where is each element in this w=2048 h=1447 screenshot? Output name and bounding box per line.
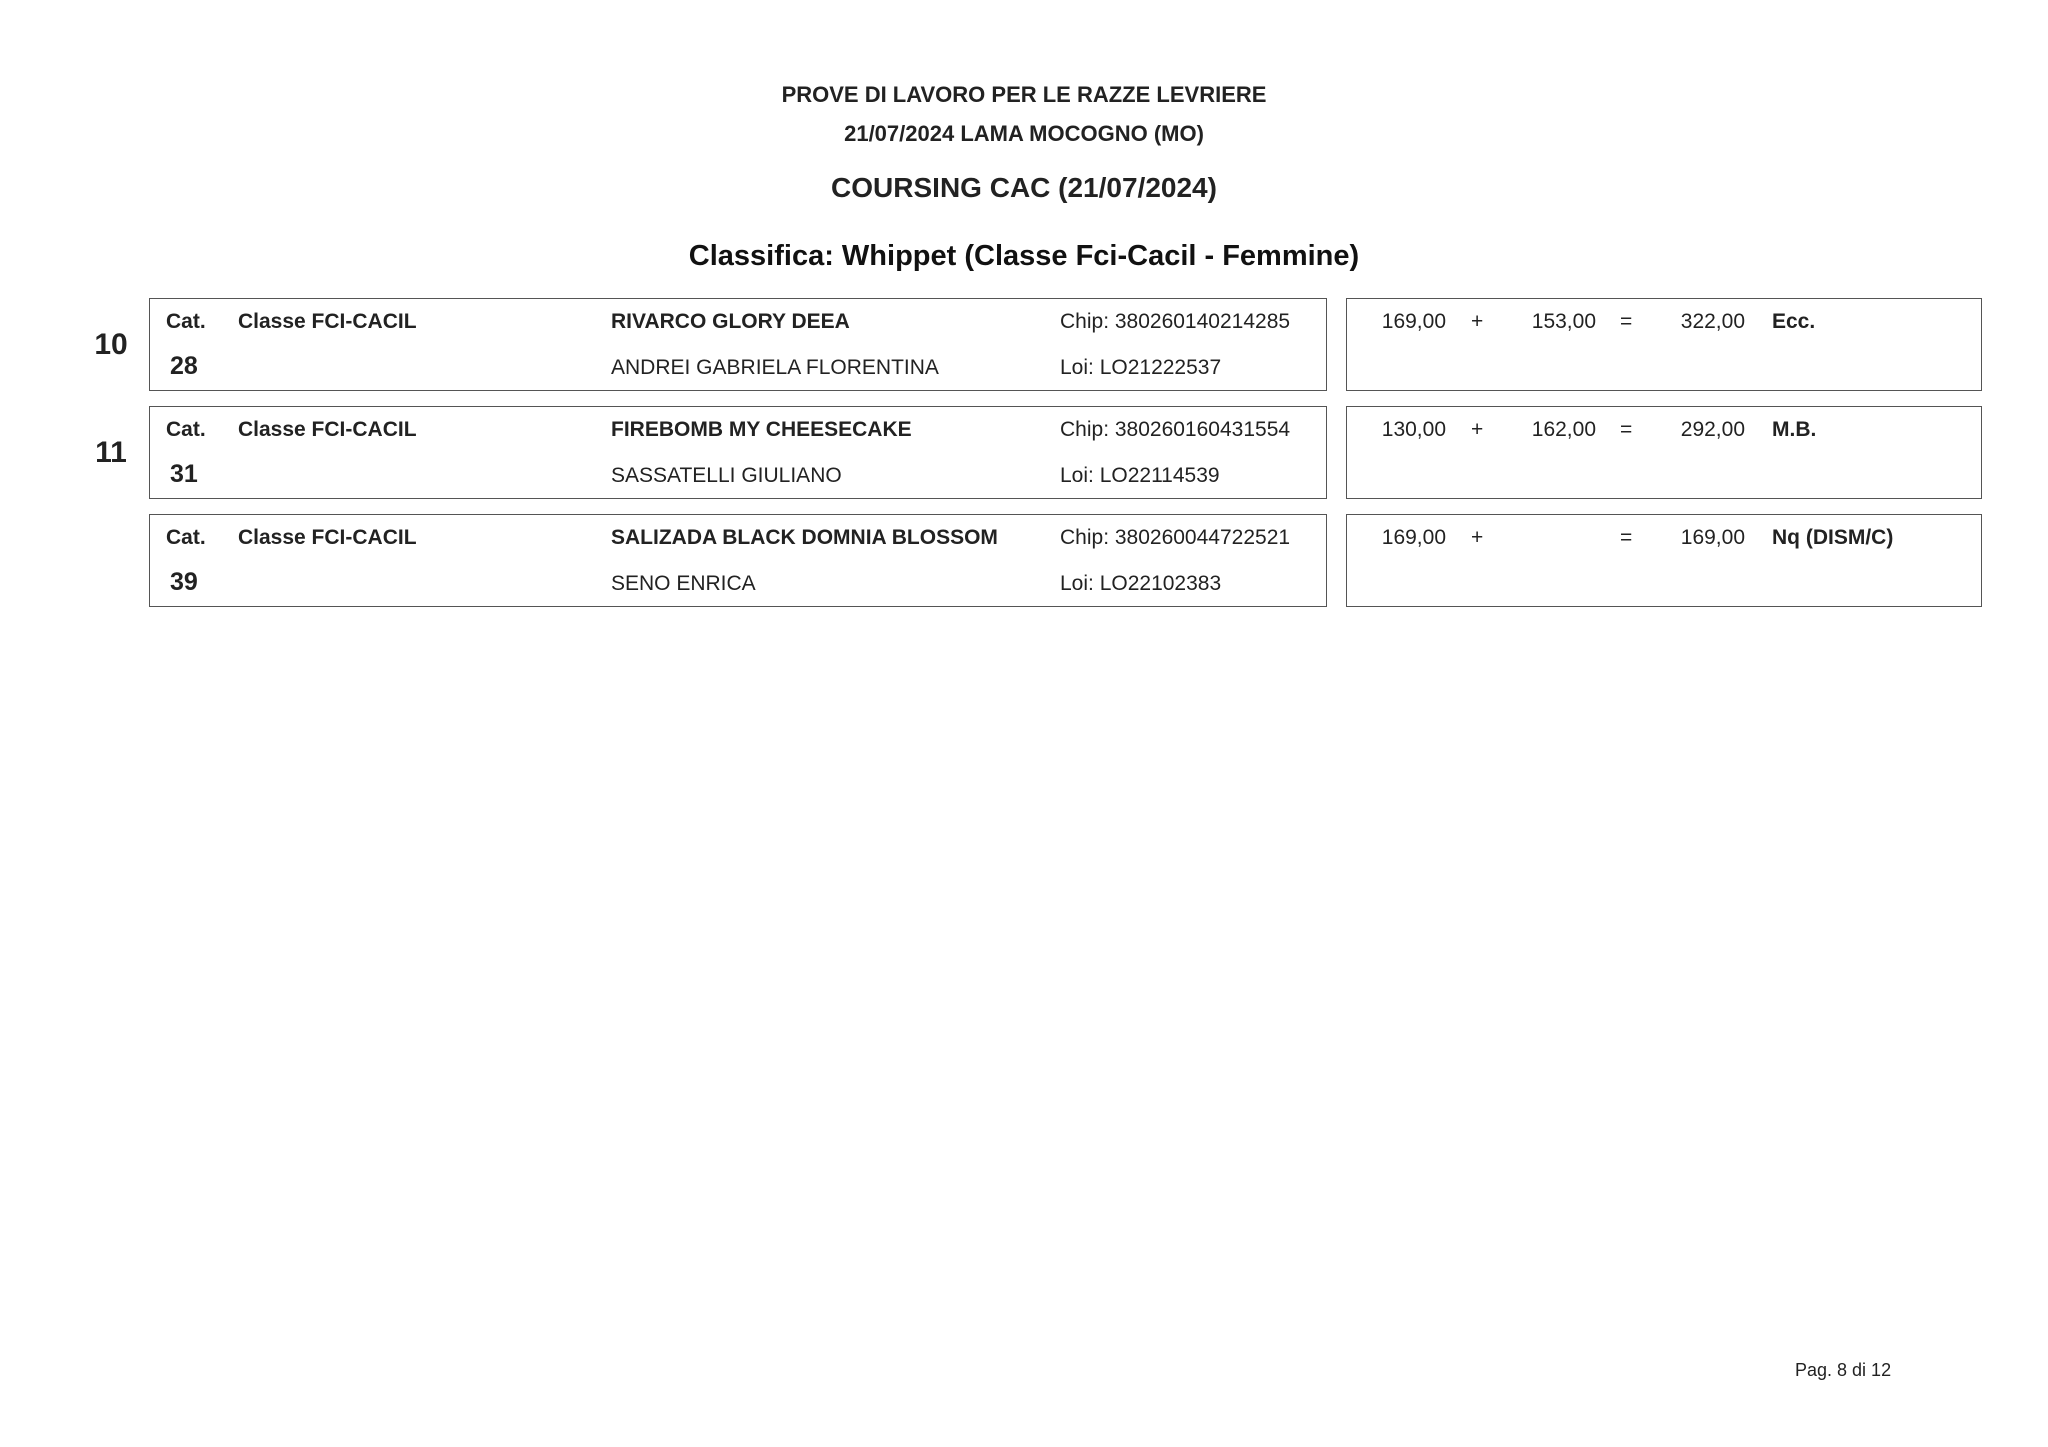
- bib-number: 31: [170, 460, 198, 488]
- owner-name: SENO ENRICA: [611, 572, 756, 595]
- equals-sign: =: [1620, 418, 1633, 441]
- score-2: 153,00: [1531, 310, 1596, 333]
- entry-details-box: [149, 514, 1327, 607]
- class-name: Classe FCI-CACIL: [238, 310, 417, 333]
- owner-name: SASSATELLI GIULIANO: [611, 464, 842, 487]
- chip-number: Chip: 380260044722521: [1060, 526, 1291, 549]
- dog-name: SALIZADA BLACK DOMNIA BLOSSOM: [611, 526, 998, 549]
- total-score: 169,00: [1680, 526, 1745, 549]
- chip-number: Chip: 380260140214285: [1060, 310, 1291, 333]
- equals-sign: =: [1620, 310, 1633, 333]
- score-1: 169,00: [1381, 310, 1446, 333]
- loi-number: Loi: LO22102383: [1060, 572, 1222, 595]
- equals-sign: =: [1620, 526, 1633, 549]
- plus-sign: +: [1471, 418, 1484, 441]
- grade: Ecc.: [1772, 310, 1816, 333]
- rank-number: 11: [95, 436, 127, 469]
- owner-name: ANDREI GABRIELA FLORENTINA: [611, 356, 939, 379]
- entry-details-box: [149, 298, 1327, 391]
- grade: Nq (DISM/C): [1772, 526, 1894, 549]
- score-box: [1346, 406, 1982, 499]
- document-title: PROVE DI LAVORO PER LE RAZZE LEVRIERE: [781, 82, 1267, 107]
- ranking-title: Classifica: Whippet (Classe Fci-Cacil - Femmine): [688, 240, 1360, 272]
- event-date-location: 21/07/2024 LAMA MOCOGNO (MO): [844, 121, 1204, 146]
- dog-name: FIREBOMB MY CHEESECAKE: [611, 418, 912, 441]
- score-1: 130,00: [1381, 418, 1446, 441]
- score-box: [1346, 514, 1982, 607]
- bib-number: 28: [170, 352, 198, 380]
- total-score: 322,00: [1680, 310, 1745, 333]
- score-2: 162,00: [1531, 418, 1596, 441]
- cat-label: Cat.: [166, 526, 206, 549]
- score-1: 169,00: [1381, 526, 1446, 549]
- grade: M.B.: [1772, 418, 1817, 441]
- score-box: [1346, 298, 1982, 391]
- cat-label: Cat.: [166, 310, 206, 333]
- loi-number: Loi: LO21222537: [1060, 356, 1222, 379]
- total-score: 292,00: [1680, 418, 1745, 441]
- cat-label: Cat.: [166, 418, 206, 441]
- event-name: COURSING CAC (21/07/2024): [831, 172, 1217, 203]
- chip-number: Chip: 380260160431554: [1060, 418, 1291, 441]
- entry-details-box: [149, 406, 1327, 499]
- plus-sign: +: [1471, 526, 1484, 549]
- rank-number: 10: [94, 328, 128, 361]
- plus-sign: +: [1471, 310, 1484, 333]
- bib-number: 39: [170, 568, 198, 596]
- class-name: Classe FCI-CACIL: [238, 526, 417, 549]
- dog-name: RIVARCO GLORY DEEA: [611, 310, 850, 333]
- loi-number: Loi: LO22114539: [1060, 464, 1220, 487]
- class-name: Classe FCI-CACIL: [238, 418, 417, 441]
- page-number: Pag. 8 di 12: [1795, 1360, 1892, 1380]
